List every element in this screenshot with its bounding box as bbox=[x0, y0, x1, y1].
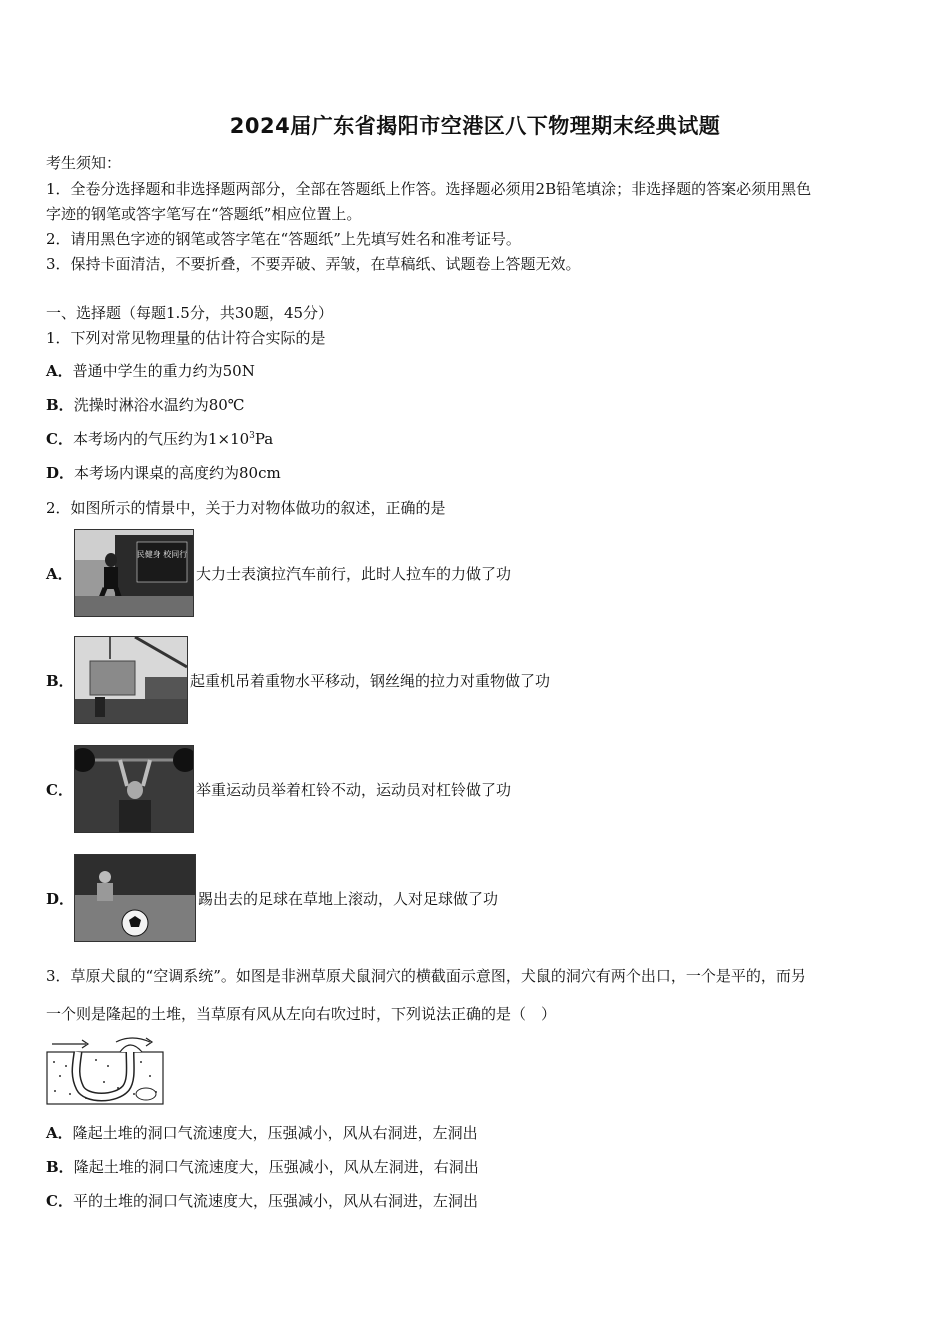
weightlifter-photo bbox=[74, 745, 194, 833]
q2-option-a bbox=[46, 529, 511, 617]
q1-stem: 1．下列对常见物理量的估计符合实际的是 bbox=[46, 329, 326, 347]
option-label: A． bbox=[46, 1124, 73, 1142]
option-text: 平的土堆的洞口气流速度大，压强减小，风从右洞进，左洞出 bbox=[72, 1192, 478, 1210]
q3-option-b bbox=[46, 1156, 479, 1177]
notice-item-1-cont: 字迹的钢笔或答字笔写在“答题纸”相应位置上。 bbox=[46, 205, 362, 223]
q3-option-c bbox=[46, 1190, 478, 1211]
option-text: 隆起土堆的洞口气流速度大，压强减小，风从右洞进，左洞出 bbox=[72, 1124, 478, 1142]
prairie-dog-burrow-diagram bbox=[46, 1036, 166, 1106]
q3-option-a bbox=[46, 1122, 478, 1143]
option-label: C． bbox=[46, 1192, 73, 1210]
q3-stem-line-1: 3．草原犬鼠的“空调系统”。如图是非洲草原犬鼠洞穴的横截面示意图，犬鼠的洞穴有两个出口，一个是平的，而另 bbox=[46, 967, 806, 985]
notice-item-1: 1．全卷分选择题和非选择题两部分，全部在答题纸上作答。选择题必须用2B铅笔填涂；非选择题的答案必须用黑色 bbox=[46, 180, 812, 198]
truck-banner-text: 民健身 校同行 bbox=[136, 550, 188, 559]
option-label: B． bbox=[46, 671, 74, 690]
notice-item-2: 2．请用黑色字迹的钢笔或答字笔在“答题纸”上先填写姓名和准考证号。 bbox=[46, 230, 521, 248]
option-label: C． bbox=[46, 430, 73, 448]
q1-option-c bbox=[46, 428, 273, 449]
option-label: B． bbox=[46, 1158, 74, 1176]
q1-option-d bbox=[46, 462, 281, 483]
q3-stem-line-2: 一个则是隆起的土堆，当草原有风从左向右吹过时，下列说法正确的是（ ） bbox=[46, 1005, 557, 1023]
q2-stem: 2．如图所示的情景中，关于力对物体做功的叙述，正确的是 bbox=[46, 499, 446, 517]
q2-option-d bbox=[46, 854, 498, 942]
option-text: 洗操时淋浴水温约为80℃ bbox=[73, 396, 245, 414]
option-label: B． bbox=[46, 396, 74, 414]
option-text: 普通中学生的重力约为50N bbox=[72, 362, 255, 380]
section-heading: 一、选择题（每题1.5分，共30题，45分） bbox=[46, 304, 334, 322]
option-text: 举重运动员举着杠铃不动，运动员对杠铃做了功 bbox=[196, 780, 512, 799]
option-text: 起重机吊着重物水平移动，钢丝绳的拉力对重物做了功 bbox=[190, 671, 551, 690]
q2-option-c bbox=[46, 745, 511, 833]
truck-pull-photo bbox=[74, 529, 194, 617]
soccer-ball-photo bbox=[74, 854, 196, 942]
option-text: 隆起土堆的洞口气流速度大，压强减小，风从左洞进，右洞出 bbox=[73, 1158, 479, 1176]
crane-photo bbox=[74, 636, 188, 724]
option-label: D． bbox=[46, 464, 75, 482]
option-label: A． bbox=[46, 564, 73, 583]
page-title: 2024届广东省揭阳市空港区八下物理期末经典试题 bbox=[229, 114, 721, 138]
q1-option-a bbox=[46, 360, 255, 381]
notice-item-3: 3．保持卡面清洁，不要折叠，不要弄破、弄皱，在草稿纸、试题卷上答题无效。 bbox=[46, 255, 581, 273]
option-text: 本考场内的气压约为1×10 bbox=[72, 430, 250, 448]
option-label: A． bbox=[46, 362, 73, 380]
option-text: 踢出去的足球在草地上滚动，人对足球做了功 bbox=[198, 889, 499, 908]
notice-heading: 考生须知： bbox=[46, 154, 122, 172]
option-sup: 3 bbox=[249, 431, 255, 441]
q2-option-b bbox=[46, 636, 550, 724]
q1-option-b bbox=[46, 394, 245, 415]
option-text: 本考场内课桌的高度约为80cm bbox=[74, 464, 281, 482]
option-text: 大力士表演拉汽车前行，此时人拉车的力做了功 bbox=[196, 564, 512, 583]
option-unit: Pa bbox=[254, 430, 274, 448]
option-label: C． bbox=[46, 780, 73, 799]
option-label: D． bbox=[46, 889, 75, 908]
